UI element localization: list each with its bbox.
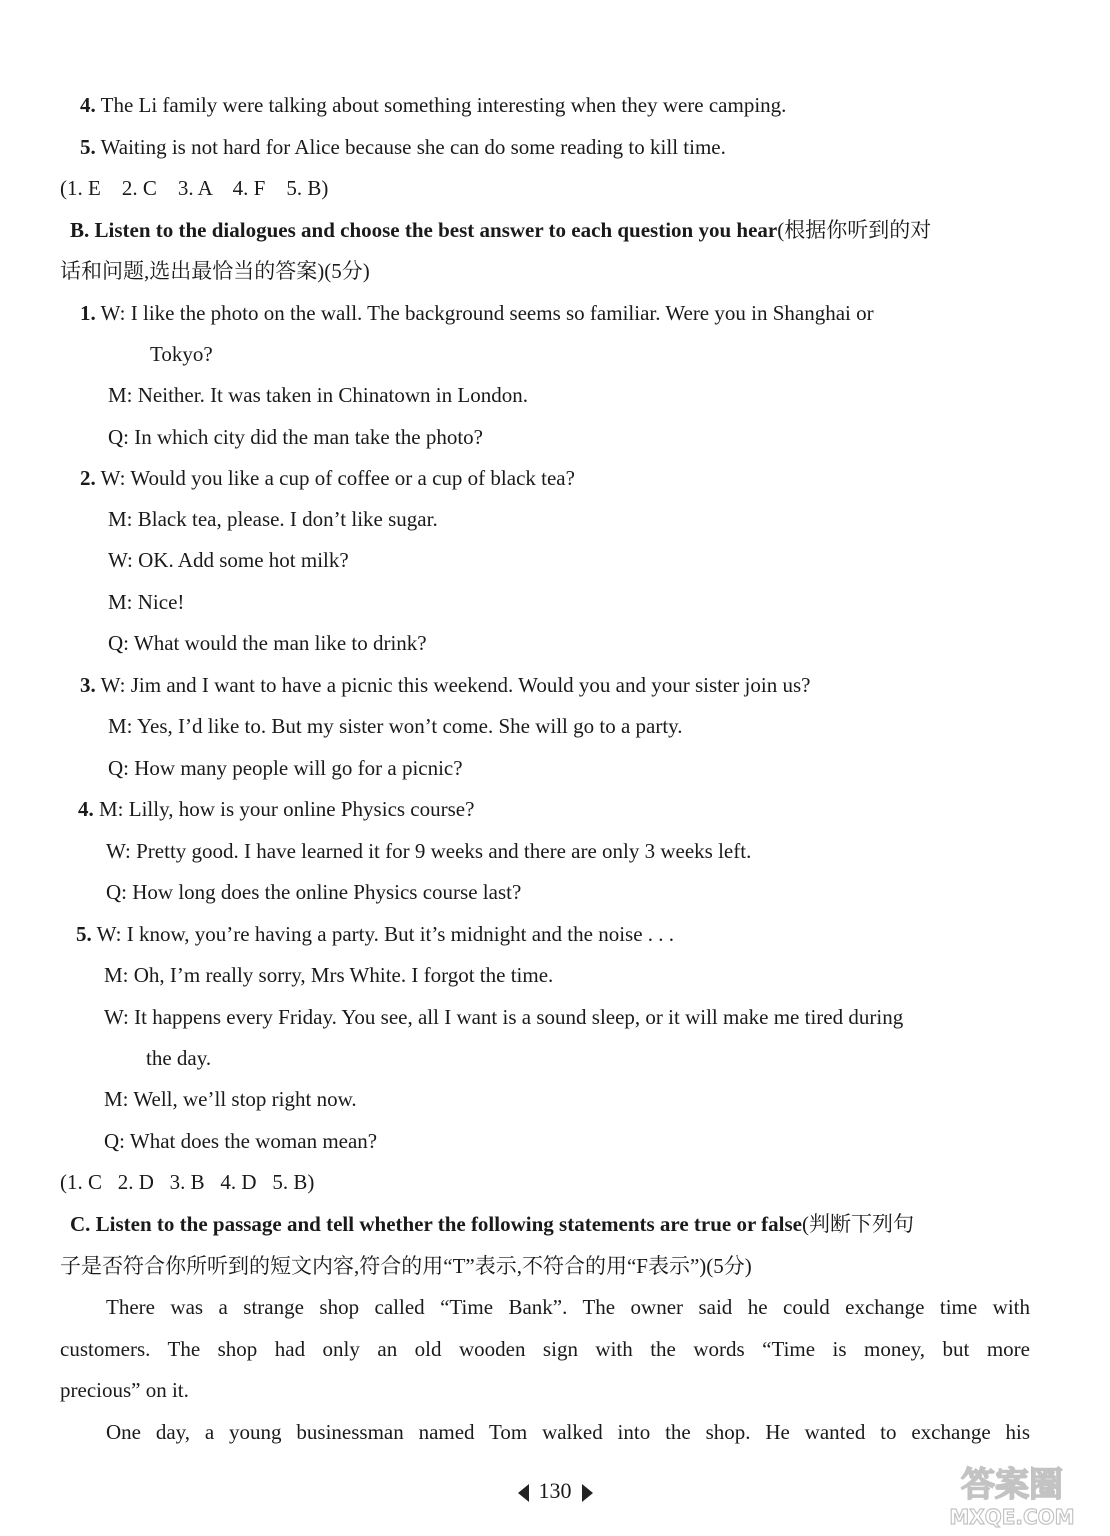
section-b-heading — [70, 217, 931, 243]
dialogue-4 — [78, 796, 474, 822]
statement-text: Waiting is not hard for Alice because she can do some reading to kill time. — [100, 135, 726, 159]
passage-line: One day, a young businessman named Tom walked into the shop. He wanted to exchange his — [106, 1420, 1030, 1444]
watermark-logo — [922, 1458, 1102, 1530]
item-number: 4. — [80, 93, 96, 117]
dialogue-5 — [76, 921, 674, 947]
statement-4 — [80, 92, 786, 118]
dialogue-1 — [80, 300, 874, 326]
dialogue-question: Q: How many people will go for a picnic? — [108, 756, 463, 780]
section-c-instruction: (判断下列句 — [802, 1212, 915, 1236]
dialogue-line: M: Oh, I’m really sorry, Mrs White. I forgot the time. — [104, 963, 554, 987]
item-number: 3. — [80, 673, 96, 697]
dialogue-line: W: Pretty good. I have learned it for 9 weeks and there are only 3 weeks left. — [106, 839, 752, 863]
dialogue-line: W: OK. Add some hot milk? — [108, 548, 349, 572]
section-b-instruction: (根据你听到的对 — [777, 218, 932, 242]
dialogue-line: W: Jim and I want to have a picnic this weekend. Would you and your sister join us? — [100, 673, 811, 697]
section-c-heading-cont: 子是否符合你所听到的短文内容,符合的用“T”表示,不符合的用“F表示”)(5分) — [60, 1254, 752, 1278]
passage-line: customers. The shop had only an old wooden sign with the words “Time is money, but more — [60, 1337, 1030, 1361]
item-number: 2. — [80, 466, 96, 490]
statement-text: The Li family were talking about something interesting when they were camping. — [100, 93, 787, 117]
answers-a: (1. E 2. C 3. A 4. F 5. B) — [60, 176, 329, 200]
dialogue-line: W: I know, you’re having a party. But it’s midnight and the noise . . . — [96, 922, 675, 946]
item-number: 5. — [76, 922, 92, 946]
item-number: 4. — [78, 797, 94, 821]
passage-line: There was a strange shop called “Time Bank”. The owner said he could exchange time with — [106, 1295, 1030, 1319]
item-number: 1. — [80, 301, 96, 325]
dialogue-line-cont: Tokyo? — [150, 342, 213, 366]
section-c-title: C. Listen to the passage and tell whether the following statements are true or false — [70, 1212, 803, 1236]
dialogue-line: M: Nice! — [108, 590, 185, 614]
dialogue-line: M: Black tea, please. I don’t like sugar. — [108, 507, 438, 531]
section-b-heading-cont: 话和问题,选出最恰当的答案)(5分) — [60, 259, 370, 283]
caret-right-icon — [582, 1484, 593, 1502]
dialogue-line: M: Well, we’ll stop right now. — [104, 1087, 357, 1111]
dialogue-line: W: I like the photo on the wall. The background seems so familiar. Were you in Shanghai or — [100, 301, 874, 325]
dialogue-question: Q: In which city did the man take the photo? — [108, 425, 483, 449]
answers-b: (1. C 2. D 3. B 4. D 5. B) — [60, 1170, 315, 1194]
item-number: 5. — [80, 135, 96, 159]
statement-5 — [80, 134, 726, 160]
dialogue-question: Q: What does the woman mean? — [104, 1129, 378, 1153]
dialogue-2 — [80, 465, 575, 491]
dialogue-question: Q: What would the man like to drink? — [108, 631, 427, 655]
watermark-url: MXQE.COM — [949, 1505, 1075, 1529]
passage-line: precious” on it. — [60, 1378, 189, 1402]
page-number: 130 — [538, 1478, 572, 1503]
dialogue-line: M: Lilly, how is your online Physics course? — [99, 797, 475, 821]
dialogue-line: M: Yes, I’d like to. But my sister won’t come. She will go to a party. — [108, 714, 683, 738]
dialogue-3 — [80, 672, 810, 698]
section-c-heading — [70, 1211, 914, 1237]
dialogue-line: M: Neither. It was taken in Chinatown in London. — [108, 383, 528, 407]
dialogue-line: W: It happens every Friday. You see, all I want is a sound sleep, or it will make me tired during — [104, 1005, 904, 1029]
watermark-text: 答案圈 — [961, 1465, 1063, 1505]
dialogue-line-cont: the day. — [146, 1046, 212, 1070]
dialogue-line: W: Would you like a cup of coffee or a cup of black tea? — [100, 466, 575, 490]
caret-left-icon — [518, 1484, 529, 1502]
section-b-title: B. Listen to the dialogues and choose the best answer to each question you hear — [70, 218, 778, 242]
dialogue-question: Q: How long does the online Physics course last? — [106, 880, 522, 904]
